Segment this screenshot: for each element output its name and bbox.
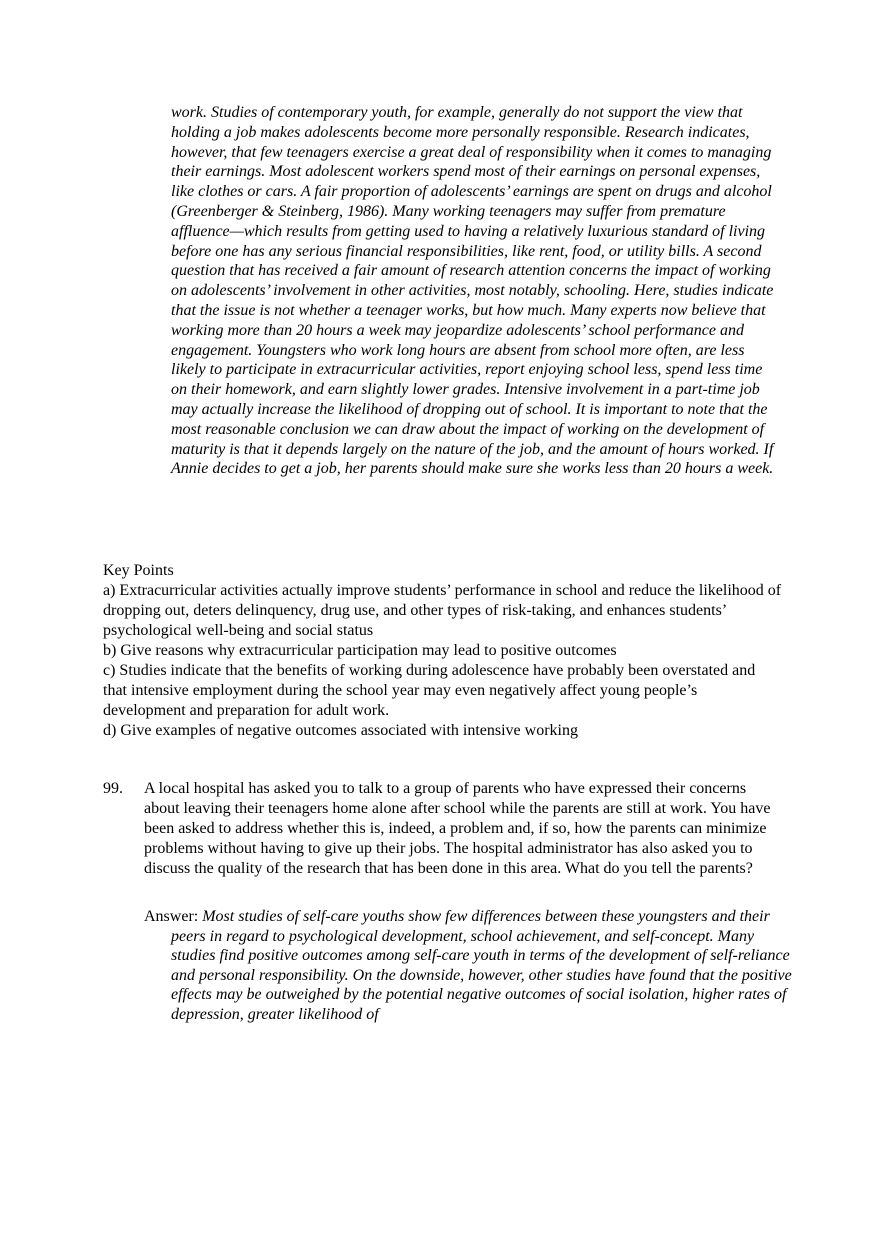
answer-text: Most studies of self-care youths show few differences between these youngsters and their peers in regard to psychological development, school achievement, and self-concept. Many studies find positive outcomes among self-care youth in terms of the development of self-reliance and personal responsibility. On the downside, however, other studies have found that the positive effects may be outweighed by the potential negative outcomes of social isolation, higher rates of depression, greater likelihood of: [171, 908, 792, 1023]
question-number: 99.: [103, 780, 123, 797]
key-point-item: b) Give reasons why extracurricular participation may lead to positive outcomes: [103, 642, 617, 659]
key-points-section: [103, 561, 783, 741]
key-point-item: d) Give examples of negative outcomes associated with intensive working: [103, 722, 578, 739]
answer-continuation-paragraph: work. Studies of contemporary youth, for example, generally do not support the view that holding a job makes adolescents become more personally responsible. Research indicates, however, that few teenagers exercise a great deal of responsibility when it comes to managing their earnings. Most adolescent workers spend most of their earnings on personal expenses, like clothes or cars. A fair proportion of adolescents’ earnings are spent on drugs and alcohol (Greenberger & Steinberg, 1986). Many working teenagers may suffer from premature affluence—which results from getting used to having a relatively luxurious standard of living before one has any serious financial responsibilities, like rent, food, or utility bills. A second question that has received a fair amount of research attention concerns the impact of working on adolescents’ involvement in other activities, most notably, schooling. Here, studies indicate that the issue is not whether a teenager works, but how much. Many experts now believe that working more than 20 hours a week may jeopardize adolescents’ school performance and engagement. Youngsters who work long hours are absent from school more often, are less likely to participate in extracurricular activities, report enjoying school less, spend less time on their homework, and earn slightly lower grades. Intensive involvement in a part-time job may actually increase the likelihood of dropping out of school. It is important to note that the most reasonable conclusion we can draw about the impact of working on the development of maturity is that it depends largely on the nature of the job, and the amount of hours worked. If Annie decides to get a job, her parents should make sure she works less than 20 hours a week.: [171, 104, 774, 478]
answer-block: [144, 907, 801, 1025]
key-point-item: a) Extracurricular activities actually improve students’ performance in school and reduce the likelihood of dropping out, deters delinquency, drug use, and other types of risk-taking, and enhances students’ psychological well-being and social status: [103, 582, 782, 639]
question-text: A local hospital has asked you to talk to a group of parents who have expressed their concerns about leaving their teenagers home alone after school while the parents are still at work. You have been asked to address whether this is, indeed, a problem and, if so, how the parents can minimize problems without having to give up their jobs. The hospital administrator has also asked you to discuss the quality of the research that has been done in this area. What do you tell the parents?: [144, 780, 771, 877]
answer-label: Answer:: [144, 908, 199, 925]
key-point-item: c) Studies indicate that the benefits of working during adolescence have probably been overstated and that intensive employment during the school year may even negatively affect young people’s development and preparation for adult work.: [103, 662, 756, 719]
key-points-heading: Key Points: [103, 562, 174, 579]
question-99: [103, 779, 783, 879]
